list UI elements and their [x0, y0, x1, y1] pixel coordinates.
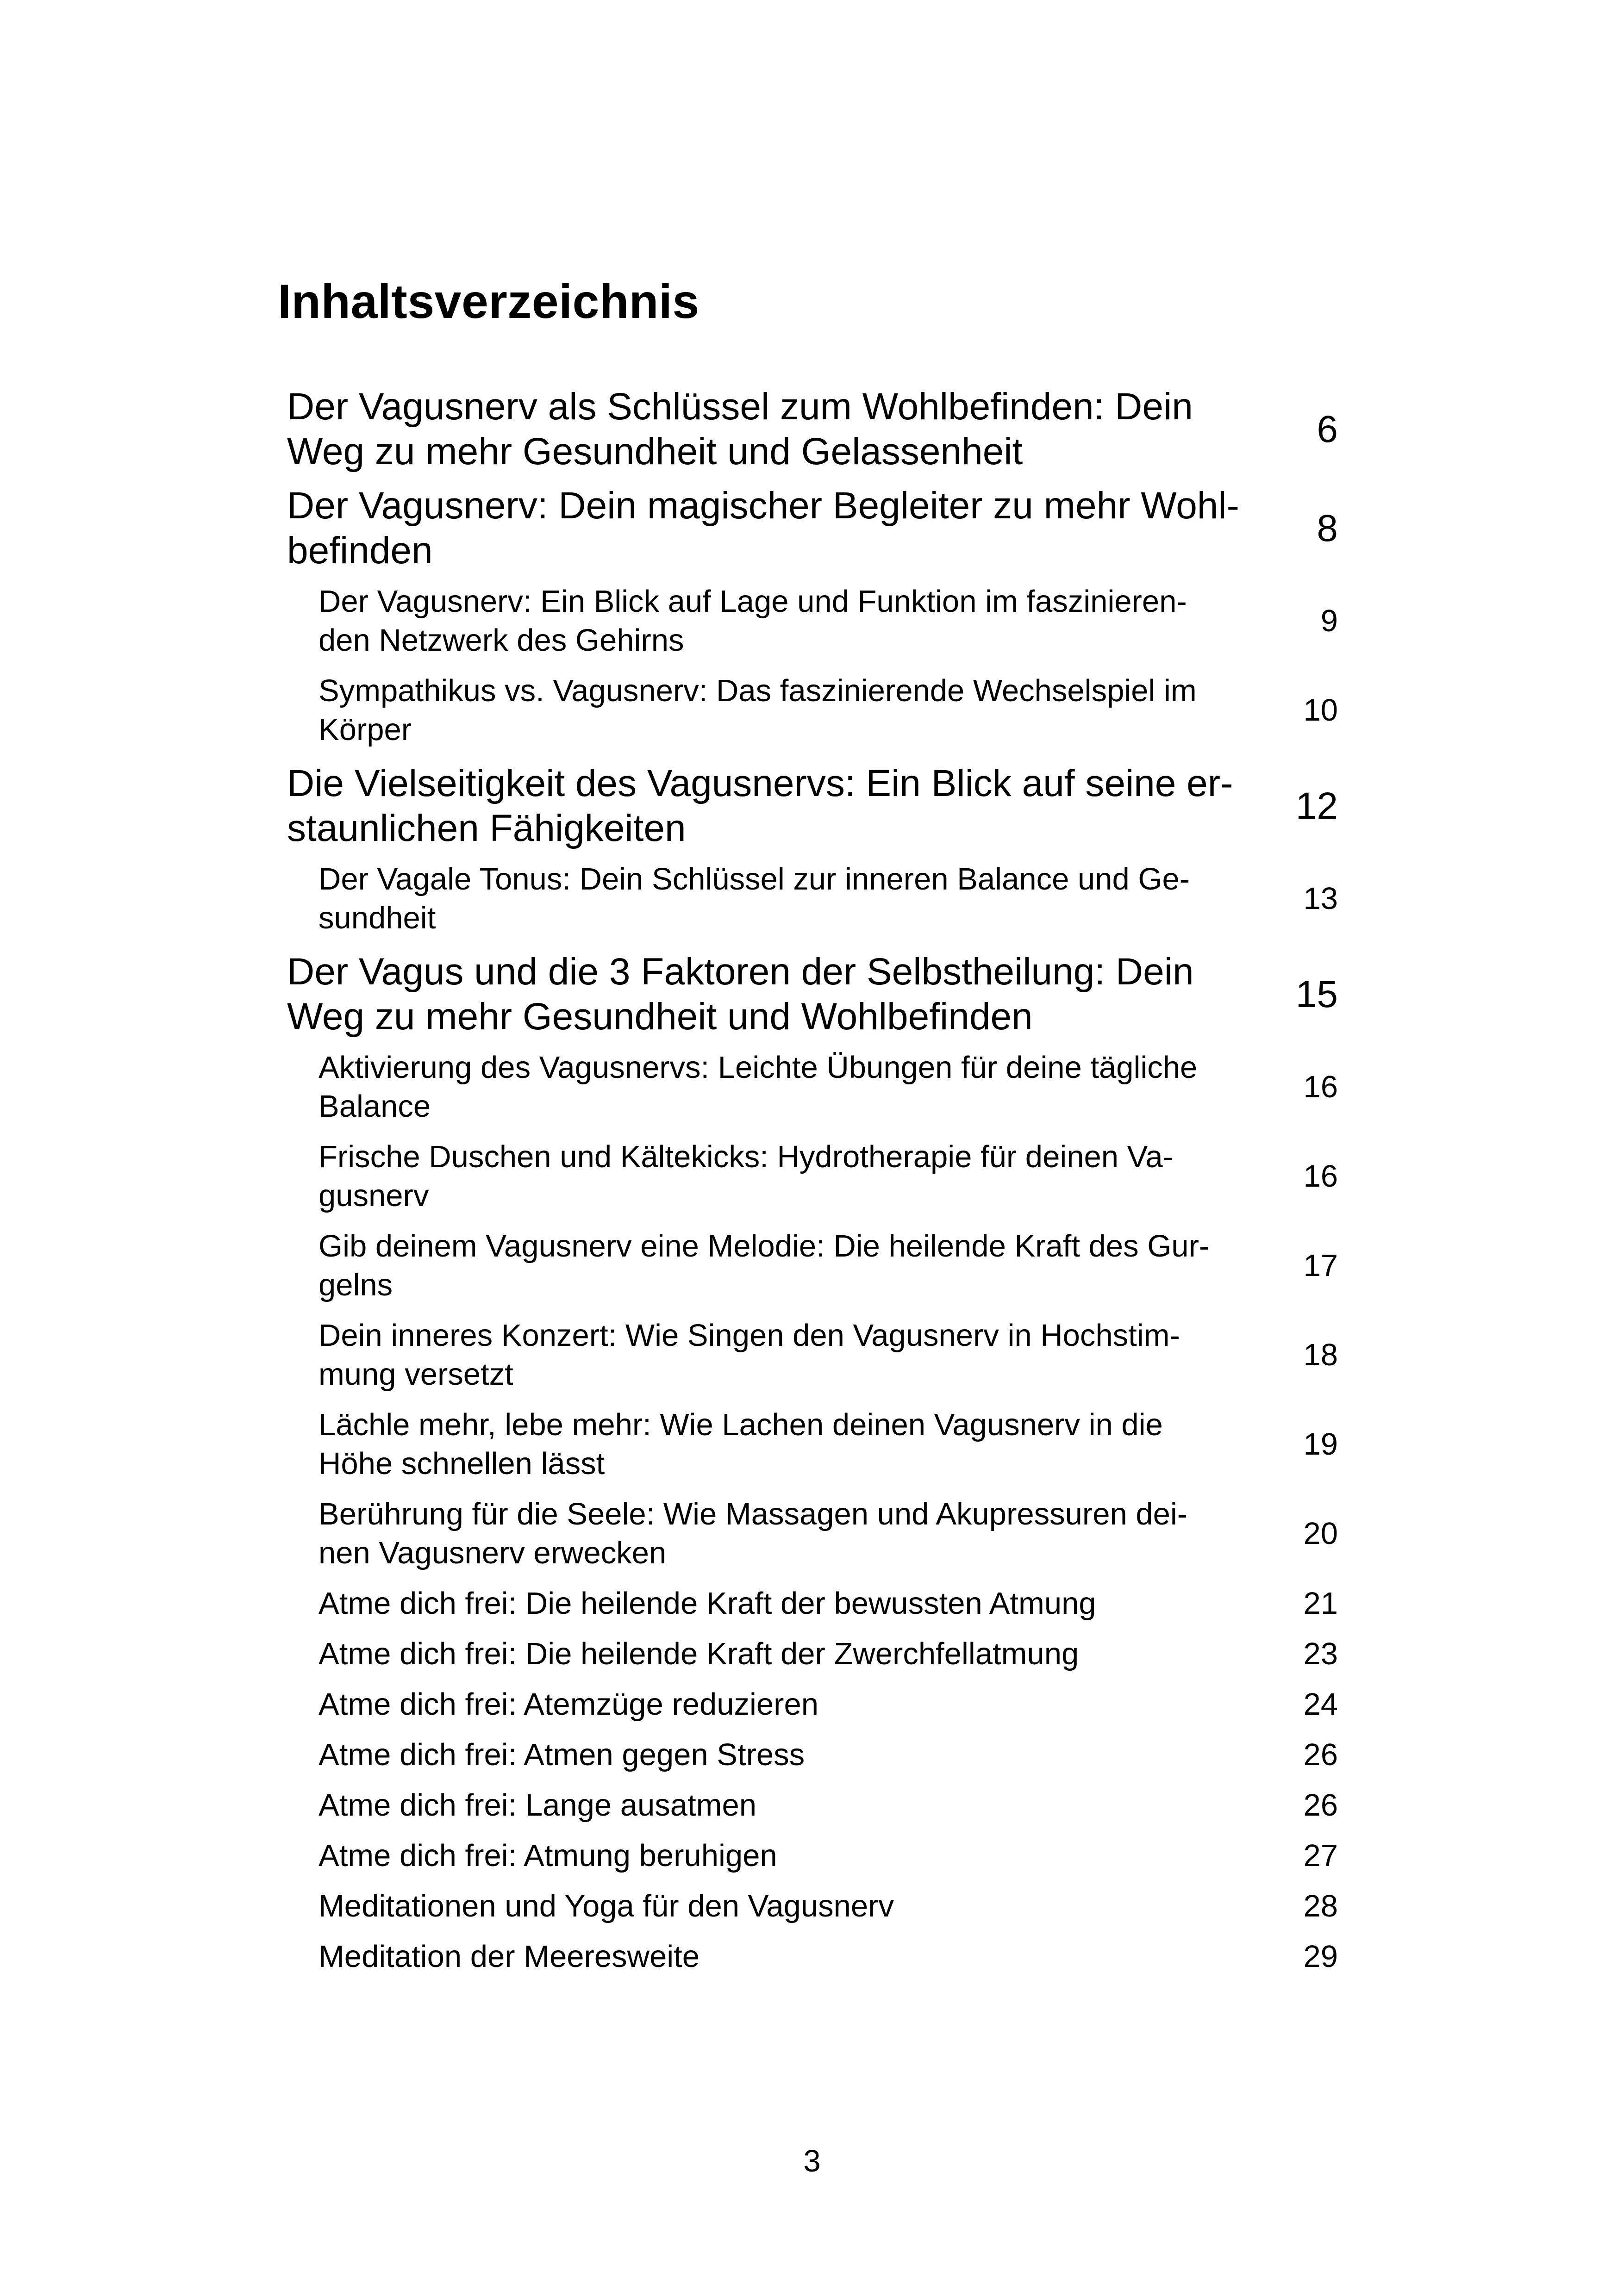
toc-entry-title: Der Vagus und die 3 Faktoren der Selbstheilung: Dein Weg zu mehr Gesundheit und Wohlbefinden [287, 951, 1194, 1038]
toc-entry [287, 672, 1338, 749]
toc-entry-page: 16 [1303, 1159, 1338, 1194]
toc-entry-title: Die Vielseitigkeit des Vagusnervs: Ein Blick auf seine er- staunlichen Fähigkeiten [287, 762, 1233, 849]
toc-entry-title: Der Vagusnerv: Dein magischer Begleiter zu mehr Wohl- befinden [287, 485, 1239, 572]
toc-entry-title: Der Vagusnerv als Schlüssel zum Wohlbefinden: Dein Weg zu mehr Gesundheit und Gelassenheit [287, 386, 1193, 473]
toc-entry-title: Sympathikus vs. Vagusnerv: Das faszinierende Wechselspiel im Körper [319, 673, 1197, 747]
toc-entry [287, 1736, 1338, 1774]
toc-entry-title: Atme dich frei: Atemzüge reduzieren [319, 1687, 818, 1722]
table-of-contents [287, 384, 1338, 1988]
toc-entry-page: 12 [1295, 784, 1338, 827]
toc-entry-title: Atme dich frei: Atmung beruhigen [319, 1838, 777, 1873]
toc-entry [287, 1786, 1338, 1825]
toc-entry-title: Dein inneres Konzert: Wie Singen den Vagusnerv in Hochstim- mung versetzt [319, 1318, 1180, 1392]
toc-entry-title: Atme dich frei: Lange ausatmen [319, 1788, 756, 1823]
toc-entry [287, 1836, 1338, 1875]
toc-entry-page: 16 [1303, 1070, 1338, 1104]
toc-entry [287, 1316, 1338, 1394]
toc-entry-title: Gib deinem Vagusnerv eine Melodie: Die heilende Kraft des Gur- gelns [319, 1229, 1210, 1302]
toc-entry-page: 23 [1303, 1636, 1338, 1671]
toc-entry-page: 29 [1303, 1939, 1338, 1974]
toc-entry-page: 21 [1303, 1586, 1338, 1621]
toc-entry [287, 949, 1338, 1039]
toc-entry-page: 9 [1320, 604, 1338, 638]
toc-entry [287, 1635, 1338, 1674]
toc-entry-title: Frische Duschen und Kältekicks: Hydrotherapie für deinen Va- gusnerv [319, 1139, 1173, 1213]
toc-entry-title: Meditationen und Yoga für den Vagusnerv [319, 1889, 894, 1923]
toc-entry [287, 582, 1338, 660]
toc-entry [287, 1227, 1338, 1305]
toc-entry-page: 26 [1303, 1737, 1338, 1772]
toc-entry-title: Atme dich frei: Die heilende Kraft der bewussten Atmung [319, 1586, 1096, 1621]
toc-entry-title: Meditation der Meeresweite [319, 1939, 700, 1974]
toc-entry-page: 6 [1317, 408, 1338, 450]
toc-entry-title: Berührung für die Seele: Wie Massagen und Akupressuren dei- nen Vagusnerv erwecken [319, 1497, 1188, 1570]
toc-entry [287, 1887, 1338, 1926]
toc-entry [287, 1048, 1338, 1126]
toc-entry [287, 761, 1338, 851]
toc-entry-page: 28 [1303, 1889, 1338, 1923]
toc-entry [287, 1495, 1338, 1573]
toc-entry [287, 1406, 1338, 1483]
toc-entry [287, 483, 1338, 573]
toc-entry-page: 13 [1303, 881, 1338, 916]
toc-entry-page: 27 [1303, 1838, 1338, 1873]
toc-entry [287, 1937, 1338, 1976]
toc-entry-title: Atme dich frei: Die heilende Kraft der Zwerchfellatmung [319, 1636, 1079, 1671]
toc-entry-title: Aktivierung des Vagusnervs: Leichte Übungen für deine tägliche Balance [319, 1050, 1198, 1124]
toc-entry-title: Der Vagusnerv: Ein Blick auf Lage und Funktion im faszinieren- den Netzwerk des Gehirns [319, 584, 1187, 658]
toc-entry-page: 15 [1295, 973, 1338, 1015]
toc-entry-page: 20 [1303, 1516, 1338, 1551]
toc-entry-page: 8 [1317, 507, 1338, 549]
toc-entry-title: Lächle mehr, lebe mehr: Wie Lachen deinen Vagusnerv in die Höhe schnellen lässt [319, 1407, 1163, 1481]
toc-entry [287, 860, 1338, 938]
toc-entry [287, 1685, 1338, 1724]
toc-entry-title: Der Vagale Tonus: Dein Schlüssel zur inneren Balance und Ge- sundheit [319, 862, 1190, 935]
toc-entry-page: 26 [1303, 1788, 1338, 1823]
toc-entry-page: 24 [1303, 1687, 1338, 1722]
toc-entry-page: 17 [1303, 1248, 1338, 1283]
toc-entry [287, 1138, 1338, 1215]
toc-entry-page: 10 [1303, 693, 1338, 728]
toc-entry-page: 18 [1303, 1338, 1338, 1372]
page-number: 3 [803, 2144, 821, 2178]
toc-entry-title: Atme dich frei: Atmen gegen Stress [319, 1737, 805, 1772]
toc-entry [287, 1584, 1338, 1623]
page-title: Inhaltsverzeichnis [278, 275, 700, 329]
toc-entry-page: 19 [1303, 1427, 1338, 1462]
toc-entry [287, 384, 1338, 474]
